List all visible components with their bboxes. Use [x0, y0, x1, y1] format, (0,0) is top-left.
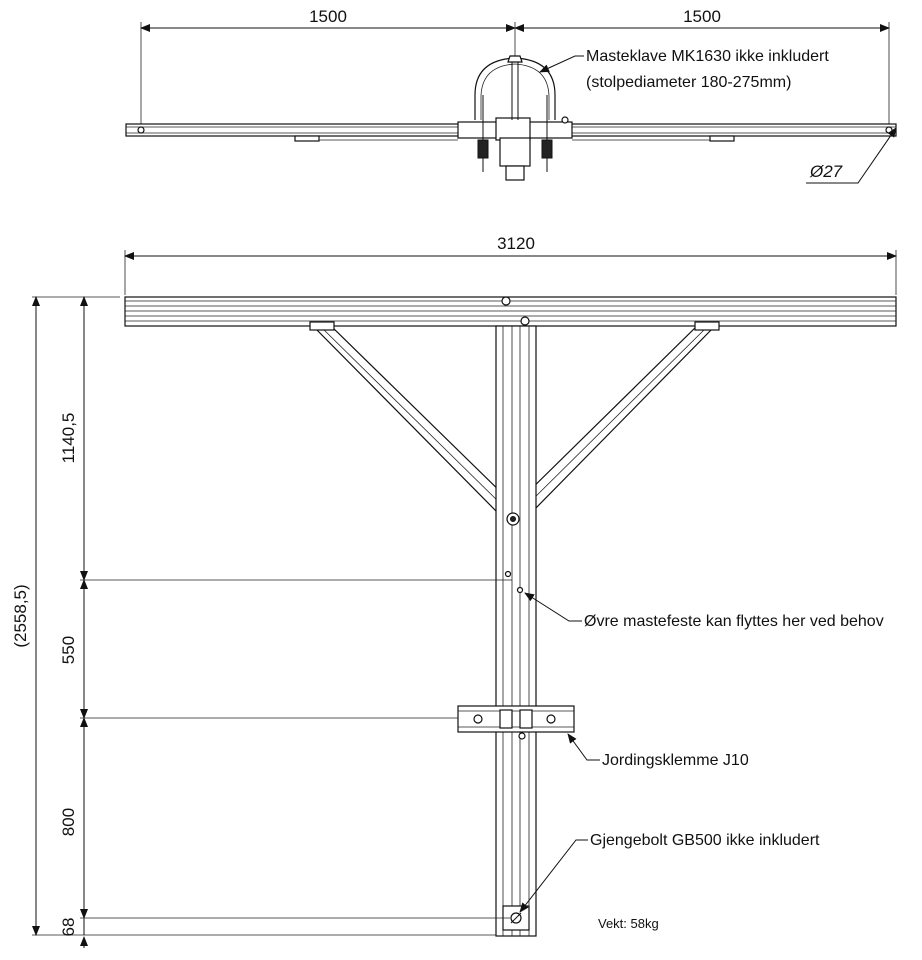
dim-3120: 3120: [497, 234, 535, 253]
dim-1140-5: 1140,5: [59, 412, 78, 464]
crossarm-front: [125, 297, 896, 326]
brace-left: [310, 322, 511, 512]
mast-clamp-top: [458, 56, 572, 180]
note-clamp-line2: (stolpediameter 180-275mm): [586, 74, 792, 91]
note-upper-mount: Øvre mastefeste kan flyttes her ved behov: [584, 613, 884, 630]
top-view: [126, 7, 896, 183]
note-clamp-line1: Masteklave MK1630 ikke inkludert: [586, 48, 829, 65]
weight-label: Vekt: 58kg: [598, 916, 659, 931]
leader-grounding: [568, 734, 600, 760]
note-threaded-bolt: Gjengebolt GB500 ikke inkludert: [590, 832, 820, 849]
dim-800: 800: [59, 807, 78, 837]
dim-diameter: Ø27: [810, 162, 843, 181]
dim-1500-left: 1500: [309, 7, 347, 26]
note-grounding: Jordingsklemme J10: [602, 752, 749, 769]
dim-550: 550: [59, 635, 78, 665]
dim-68: 68: [59, 917, 78, 937]
mast-tube: [496, 326, 536, 936]
dim-1500-right: 1500: [683, 7, 721, 26]
front-view: [11, 234, 896, 948]
dim-total-height: (2558,5): [11, 584, 30, 648]
brace-right: [518, 322, 719, 512]
